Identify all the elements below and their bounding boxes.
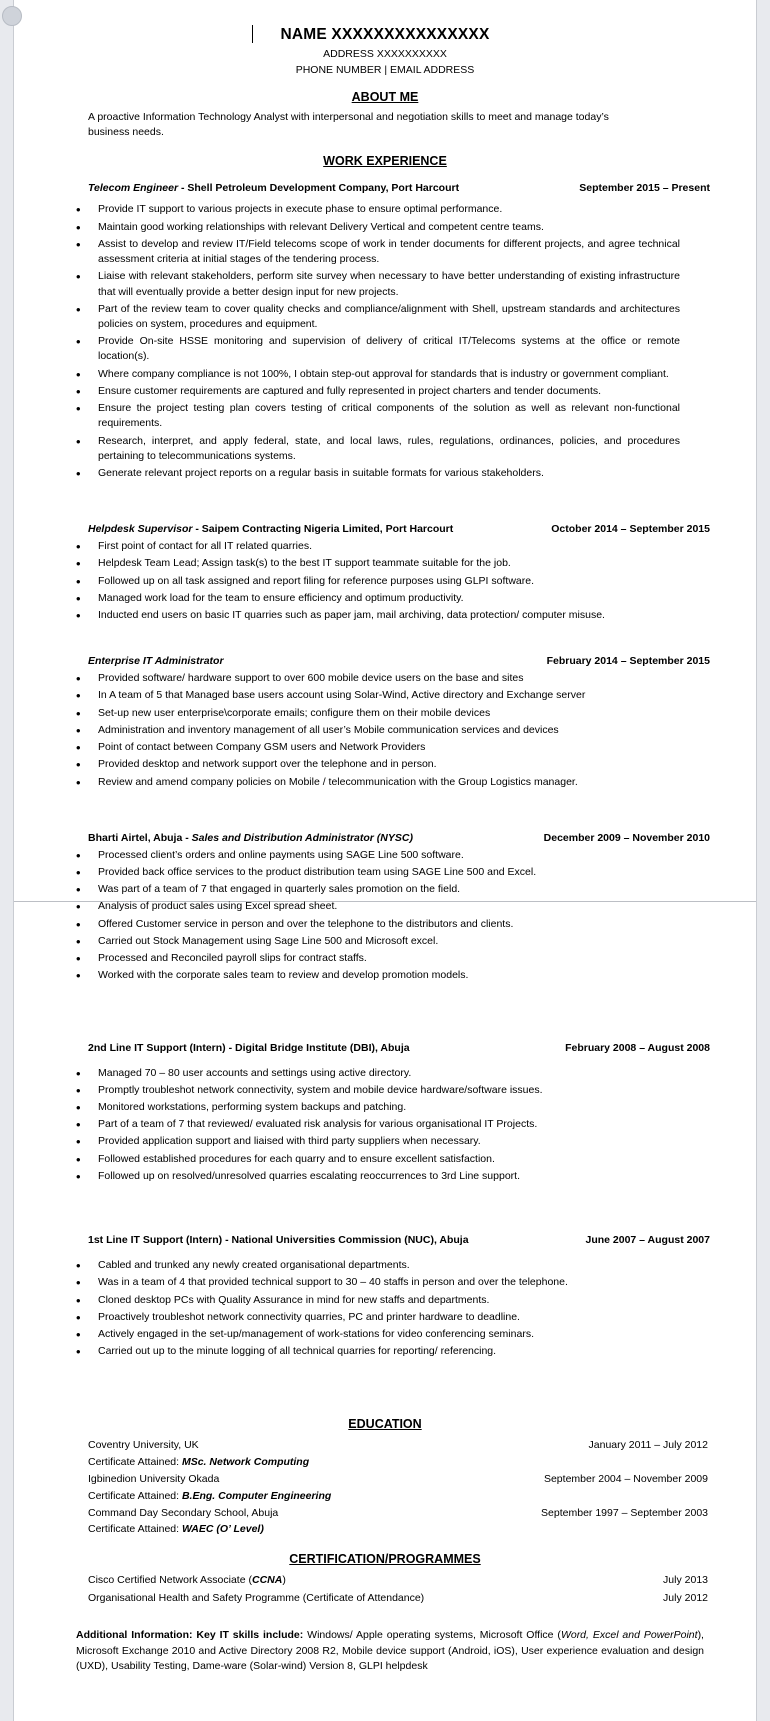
job-header xyxy=(60,832,710,844)
job-header xyxy=(60,523,710,535)
job-bullets xyxy=(60,1066,710,1185)
certification-name-suffix: ) xyxy=(282,1574,286,1587)
education-row xyxy=(60,1505,710,1522)
certification-date: July 2012 xyxy=(663,1592,708,1604)
education-row xyxy=(60,1437,710,1454)
page-left-margin-strip xyxy=(0,0,14,1721)
list-item: • Carried out up to the minute logging of all technical quarries for reporting/ referencing. xyxy=(60,1344,710,1359)
list-item: • Was in a team of 4 that provided technical support to 30 – 40 staffs in person and over the telephone. xyxy=(60,1275,710,1290)
list-item: • Set-up new user enterprise\corporate emails; configure them on their mobile devices xyxy=(60,706,710,721)
additional-italic-1: Word, Excel and PowerPoint xyxy=(560,1628,698,1641)
job-role: 1st Line IT Support (Intern) - National Universities Commission (NUC), Abuja xyxy=(88,1234,469,1247)
section-heading-education: EDUCATION xyxy=(348,1417,422,1432)
certification-name: Cisco Certified Network Associate ( xyxy=(88,1574,252,1587)
document-badge-icon xyxy=(2,6,22,26)
additional-information xyxy=(60,1628,710,1675)
list-item: • Assist to develop and review IT/Field telecoms scope of work in tender documents for different projects, and agree technical assessment criteria at initial stages of the tendering process. xyxy=(60,237,710,267)
list-item: • Followed up on all task assigned and report filing for reference purposes using GLPI software. xyxy=(60,574,710,589)
job-role: Telecom Engineer xyxy=(88,182,179,195)
list-item: • Proactively troubleshot network connectivity quarries, PC and printer hardware to deadline. xyxy=(60,1310,710,1325)
job-date: October 2014 – September 2015 xyxy=(551,523,710,536)
page-right-margin-strip xyxy=(756,0,770,1721)
job-role: Sales and Distribution Administrator (NYSC) xyxy=(191,831,413,844)
contact-line: PHONE NUMBER | EMAIL ADDRESS xyxy=(295,64,475,76)
list-item: • Part of a team of 7 that reviewed/ evaluated risk analysis for various organisational IT Projects. xyxy=(60,1117,710,1132)
list-item: • Processed client’s orders and online payments using SAGE Line 500 software. xyxy=(60,848,710,863)
list-item: • Worked with the corporate sales team to review and develop promotion models. xyxy=(60,968,710,983)
list-item: • In A team of 5 that Managed base users account using Solar-Wind, Active directory and Exchange server xyxy=(60,688,710,703)
education-cert: MSc. Network Computing xyxy=(181,1456,310,1469)
list-item: • Provided back office services to the product distribution team using SAGE Line 500 and Excel. xyxy=(60,865,710,880)
certification-acronym: CCNA xyxy=(251,1574,283,1587)
job-bullets xyxy=(60,848,710,984)
list-item: • Helpdesk Team Lead; Assign task(s) to the best IT support teammate suitable for the job. xyxy=(60,556,710,571)
list-item: • Maintain good working relationships with relevant Delivery Vertical and competent centre teams. xyxy=(60,220,710,235)
list-item: • Actively engaged in the set-up/management of work-stations for video conferencing seminars. xyxy=(60,1327,710,1342)
job-company: Bharti Airtel, Abuja - xyxy=(88,831,192,844)
job-role: Helpdesk Supervisor xyxy=(88,523,193,536)
list-item: • Where company compliance is not 100%, I obtain step-out approval for standards that is industry or government compliant. xyxy=(60,367,710,382)
job-role: Enterprise IT Administrator xyxy=(88,655,224,668)
list-item: • Point of contact between Company GSM users and Network Providers xyxy=(60,740,710,755)
education-cert: WAEC (O’ Level) xyxy=(181,1523,264,1536)
list-item: • Was part of a team of 7 that engaged in quarterly sales promotion on the field. xyxy=(60,882,710,897)
job-date: September 2015 – Present xyxy=(579,182,710,195)
education-cert-label: Certificate Attained: xyxy=(88,1523,182,1536)
job-header xyxy=(60,1042,710,1054)
job-bullets xyxy=(60,671,710,790)
job-bullets xyxy=(60,1258,710,1359)
list-item: • Monitored workstations, performing system backups and patching. xyxy=(60,1100,710,1115)
education-row xyxy=(60,1471,710,1488)
education-date: January 2011 – July 2012 xyxy=(588,1439,708,1452)
job-role: 2nd Line IT Support (Intern) - Digital Bridge Institute (DBI), Abuja xyxy=(88,1041,410,1054)
job-company: - Shell Petroleum Development Company, Port Harcourt xyxy=(178,182,460,195)
list-item: • Review and amend company policies on Mobile / telecommunication with the Group Logistics manager. xyxy=(60,775,710,790)
education-cert-row xyxy=(60,1488,710,1505)
certification-row xyxy=(60,1572,710,1590)
list-item: • Followed up on resolved/unresolved quarries escalating reoccurrences to 3rd Line support. xyxy=(60,1169,710,1184)
list-item: • Promptly troubleshot network connectivity, system and mobile device hardware/software issues. xyxy=(60,1083,710,1098)
list-item: • Managed work load for the team to ensure efficiency and optimum productivity. xyxy=(60,591,710,606)
education-cert-row xyxy=(60,1521,710,1538)
list-item: • Inducted end users on basic IT quarries such as paper jam, mail archiving, data protection/ computer misuse. xyxy=(60,608,710,623)
additional-text-2: ), Microsoft Exchange 2010 and Active Directory 2008 R2, Mobile device support (Android, iOS), User experience evaluation and design (UXD), Usability Testing, Dame-ware (Solar-wind) Version 8, GLPI helpdesk xyxy=(76,1628,704,1673)
list-item: • Cabled and trunked any newly created organisational departments. xyxy=(60,1258,710,1273)
job-header xyxy=(60,182,710,194)
job-bullets xyxy=(60,202,710,481)
list-item: • Managed 70 – 80 user accounts and settings using active directory. xyxy=(60,1066,710,1081)
list-item: • Research, interpret, and apply federal, state, and local laws, rules, regulations, ordinances, policies, and procedures pertaining to telecommunications systems. xyxy=(60,434,710,464)
education-date: September 1997 – September 2003 xyxy=(541,1506,708,1519)
certification-row xyxy=(60,1590,710,1608)
education-cert-label: Certificate Attained: xyxy=(88,1489,182,1502)
section-heading-about: ABOUT ME xyxy=(351,90,419,104)
education-date: September 2004 – November 2009 xyxy=(543,1472,708,1485)
list-item: • Part of the review team to cover quality checks and compliance/alignment with Shell, upstream standards and architectures policies on system, procedures and equipment. xyxy=(60,302,710,332)
education-school: Igbinedion University Okada xyxy=(88,1472,220,1485)
list-item: • Ensure the project testing plan covers testing of critical components of the solution as well as relevant non-functional requirements. xyxy=(60,401,710,431)
address-line: ADDRESS XXXXXXXXXX xyxy=(323,48,447,60)
list-item: • Offered Customer service in person and over the telephone to the distributors and clients. xyxy=(60,917,710,932)
section-heading-certification: CERTIFICATION/PROGRAMMES xyxy=(289,1552,481,1567)
list-item: • Generate relevant project reports on a regular basis in suitable formats for various stakeholders. xyxy=(60,466,710,481)
list-item: • Provide On-site HSSE monitoring and supervision of delivery of critical IT/Telecoms systems at the office or remote location(s). xyxy=(60,334,710,364)
additional-lead: Key IT skills include: xyxy=(192,1628,304,1641)
education-cert-label: Certificate Attained: xyxy=(88,1456,182,1469)
certification-name: Organisational Health and Safety Programme (Certificate of Attendance) xyxy=(88,1592,425,1604)
job-bullets xyxy=(60,539,710,623)
list-item: • Provided software/ hardware support to over 600 mobile device users on the base and sites xyxy=(60,671,710,686)
job-date: December 2009 – November 2010 xyxy=(543,831,710,844)
job-date: February 2014 – September 2015 xyxy=(546,655,710,668)
list-item: • Provided application support and liaised with third party suppliers when necessary. xyxy=(60,1134,710,1149)
education-cert-row xyxy=(60,1454,710,1471)
about-text: A proactive Information Technology Analyst with interpersonal and negotiation skills to meet and manage today’s business needs. xyxy=(88,111,609,139)
job-date: February 2008 – August 2008 xyxy=(565,1041,710,1054)
additional-text-1: Windows/ Apple operating systems, Microsoft Office ( xyxy=(303,1628,561,1641)
page-title: NAME XXXXXXXXXXXXXXX xyxy=(60,26,710,44)
list-item: • Cloned desktop PCs with Quality Assurance in mind for new staffs and departments. xyxy=(60,1293,710,1308)
education-cert: B.Eng. Computer Engineering xyxy=(181,1489,332,1502)
list-item: • First point of contact for all IT related quarries. xyxy=(60,539,710,554)
list-item: • Analysis of product sales using Excel spread sheet. xyxy=(60,899,710,914)
job-header xyxy=(60,1234,710,1246)
job-date: June 2007 – August 2007 xyxy=(585,1234,710,1247)
list-item: • Provide IT support to various projects in execute phase to ensure optimal performance. xyxy=(60,202,710,217)
list-item: • Administration and inventory management of all user’s Mobile communication services and devices xyxy=(60,723,710,738)
section-heading-work-experience: WORK EXPERIENCE xyxy=(323,154,447,169)
education-school: Coventry University, UK xyxy=(88,1439,199,1452)
list-item: • Followed established procedures for each quarry and to ensure excellent satisfaction. xyxy=(60,1152,710,1167)
list-item: • Processed and Reconciled payroll slips for contract staffs. xyxy=(60,951,710,966)
list-item: • Ensure customer requirements are captured and fully represented in project charters and tender documents. xyxy=(60,384,710,399)
list-item: • Carried out Stock Management using Sage Line 500 and Microsoft excel. xyxy=(60,934,710,949)
job-company: - Saipem Contracting Nigeria Limited, Port Harcourt xyxy=(192,523,454,536)
list-item: • Provided desktop and network support over the telephone and in person. xyxy=(60,757,710,772)
additional-label: Additional Information: xyxy=(76,1628,193,1641)
certification-date: July 2013 xyxy=(663,1574,708,1587)
list-item: • Liaise with relevant stakeholders, perform site survey when necessary to have better understanding of existing infrastructure that will eventually provide a better design input for new projects. xyxy=(60,269,710,299)
education-school: Command Day Secondary School, Abuja xyxy=(88,1506,279,1519)
job-header xyxy=(60,655,710,667)
